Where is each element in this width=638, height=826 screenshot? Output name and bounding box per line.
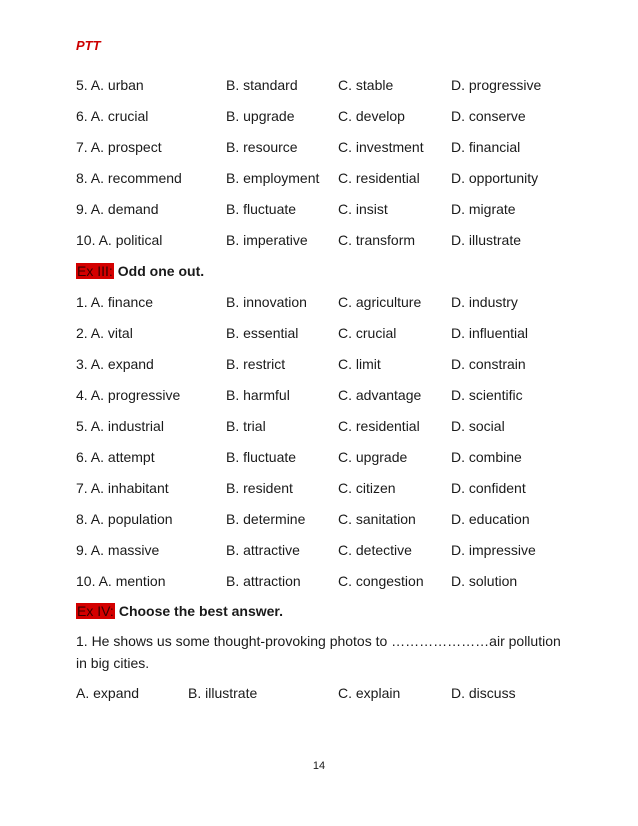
option-b: B. restrict	[226, 356, 286, 372]
option-b: B. essential	[226, 325, 299, 341]
option-d: D. influential	[451, 325, 529, 341]
option-b: B. upgrade	[226, 108, 295, 124]
option-c: C. agriculture	[338, 294, 422, 310]
option-b: B. trial	[226, 418, 266, 434]
option-c: C. develop	[338, 108, 405, 124]
option-d: D. impressive	[451, 542, 536, 558]
option-d: D. education	[451, 511, 530, 527]
option-a: 6. A. crucial	[76, 108, 149, 124]
option-a: 5. A. industrial	[76, 418, 164, 434]
option-c: C. congestion	[338, 573, 424, 589]
option-b: B. employment	[226, 170, 320, 186]
option-a: 9. A. demand	[76, 201, 159, 217]
option-c: C. stable	[338, 77, 394, 93]
option-b: B. standard	[226, 77, 298, 93]
option-d: D. illustrate	[451, 232, 522, 248]
option-c: C. investment	[338, 139, 424, 155]
option-b: B. attractive	[226, 542, 300, 558]
option-a: 7. A. inhabitant	[76, 480, 169, 496]
option-d: D. solution	[451, 573, 518, 589]
option-d: D. financial	[451, 139, 521, 155]
option-a: 5. A. urban	[76, 77, 144, 93]
option-d: D. combine	[451, 449, 522, 465]
option-c: C. crucial	[338, 325, 397, 341]
option-d: D. social	[451, 418, 505, 434]
option-b: B. imperative	[226, 232, 308, 248]
option-b: B. resource	[226, 139, 298, 155]
option-c: C. insist	[338, 201, 388, 217]
option-d: D. progressive	[451, 77, 542, 93]
document-header: PTT	[76, 38, 101, 53]
option-a: 8. A. recommend	[76, 170, 182, 186]
option-a: 3. A. expand	[76, 356, 154, 372]
section-heading-ex4	[76, 603, 283, 619]
option-c: C. residential	[338, 170, 420, 186]
option-b: B. innovation	[226, 294, 307, 310]
option-c: C. explain	[338, 685, 401, 701]
option-d: D. scientific	[451, 387, 523, 403]
option-a: 10. A. political	[76, 232, 163, 248]
option-c: C. citizen	[338, 480, 396, 496]
option-a: A. expand	[76, 685, 140, 701]
option-d: D. constrain	[451, 356, 526, 372]
option-c: C. limit	[338, 356, 381, 372]
option-c: C. detective	[338, 542, 412, 558]
option-b: B. harmful	[226, 387, 290, 403]
option-a: 4. A. progressive	[76, 387, 181, 403]
option-a: 8. A. population	[76, 511, 173, 527]
option-d: D. discuss	[451, 685, 516, 701]
option-a: 2. A. vital	[76, 325, 133, 341]
option-d: D. migrate	[451, 201, 516, 217]
option-a: 1. A. finance	[76, 294, 154, 310]
option-c: C. sanitation	[338, 511, 416, 527]
option-c: C. upgrade	[338, 449, 408, 465]
option-a: 10. A. mention	[76, 573, 166, 589]
option-d: D. industry	[451, 294, 518, 310]
option-d: D. opportunity	[451, 170, 539, 186]
option-b: B. fluctuate	[226, 449, 297, 465]
option-c: C. advantage	[338, 387, 422, 403]
option-a: 9. A. massive	[76, 542, 160, 558]
page-number: 14	[312, 760, 326, 772]
option-d: D. conserve	[451, 108, 526, 124]
section-heading-ex3	[76, 263, 204, 279]
option-a: 6. A. attempt	[76, 449, 155, 465]
option-c: C. residential	[338, 418, 420, 434]
exercise-tag: Ex III:	[77, 263, 113, 279]
option-b: B. resident	[226, 480, 293, 496]
option-c: C. transform	[338, 232, 416, 248]
section-title: Odd one out.	[117, 263, 205, 279]
option-b: B. illustrate	[188, 685, 258, 701]
option-a: 7. A. prospect	[76, 139, 162, 155]
section-title: Choose the best answer.	[118, 603, 283, 619]
exercise-tag: Ex IV:	[77, 603, 114, 619]
question-text: 1. He shows us some thought-provoking photos to …………………air pollution in big cities.	[76, 633, 561, 671]
option-d: D. confident	[451, 480, 526, 496]
option-b: B. determine	[226, 511, 306, 527]
option-b: B. fluctuate	[226, 201, 297, 217]
option-b: B. attraction	[226, 573, 301, 589]
